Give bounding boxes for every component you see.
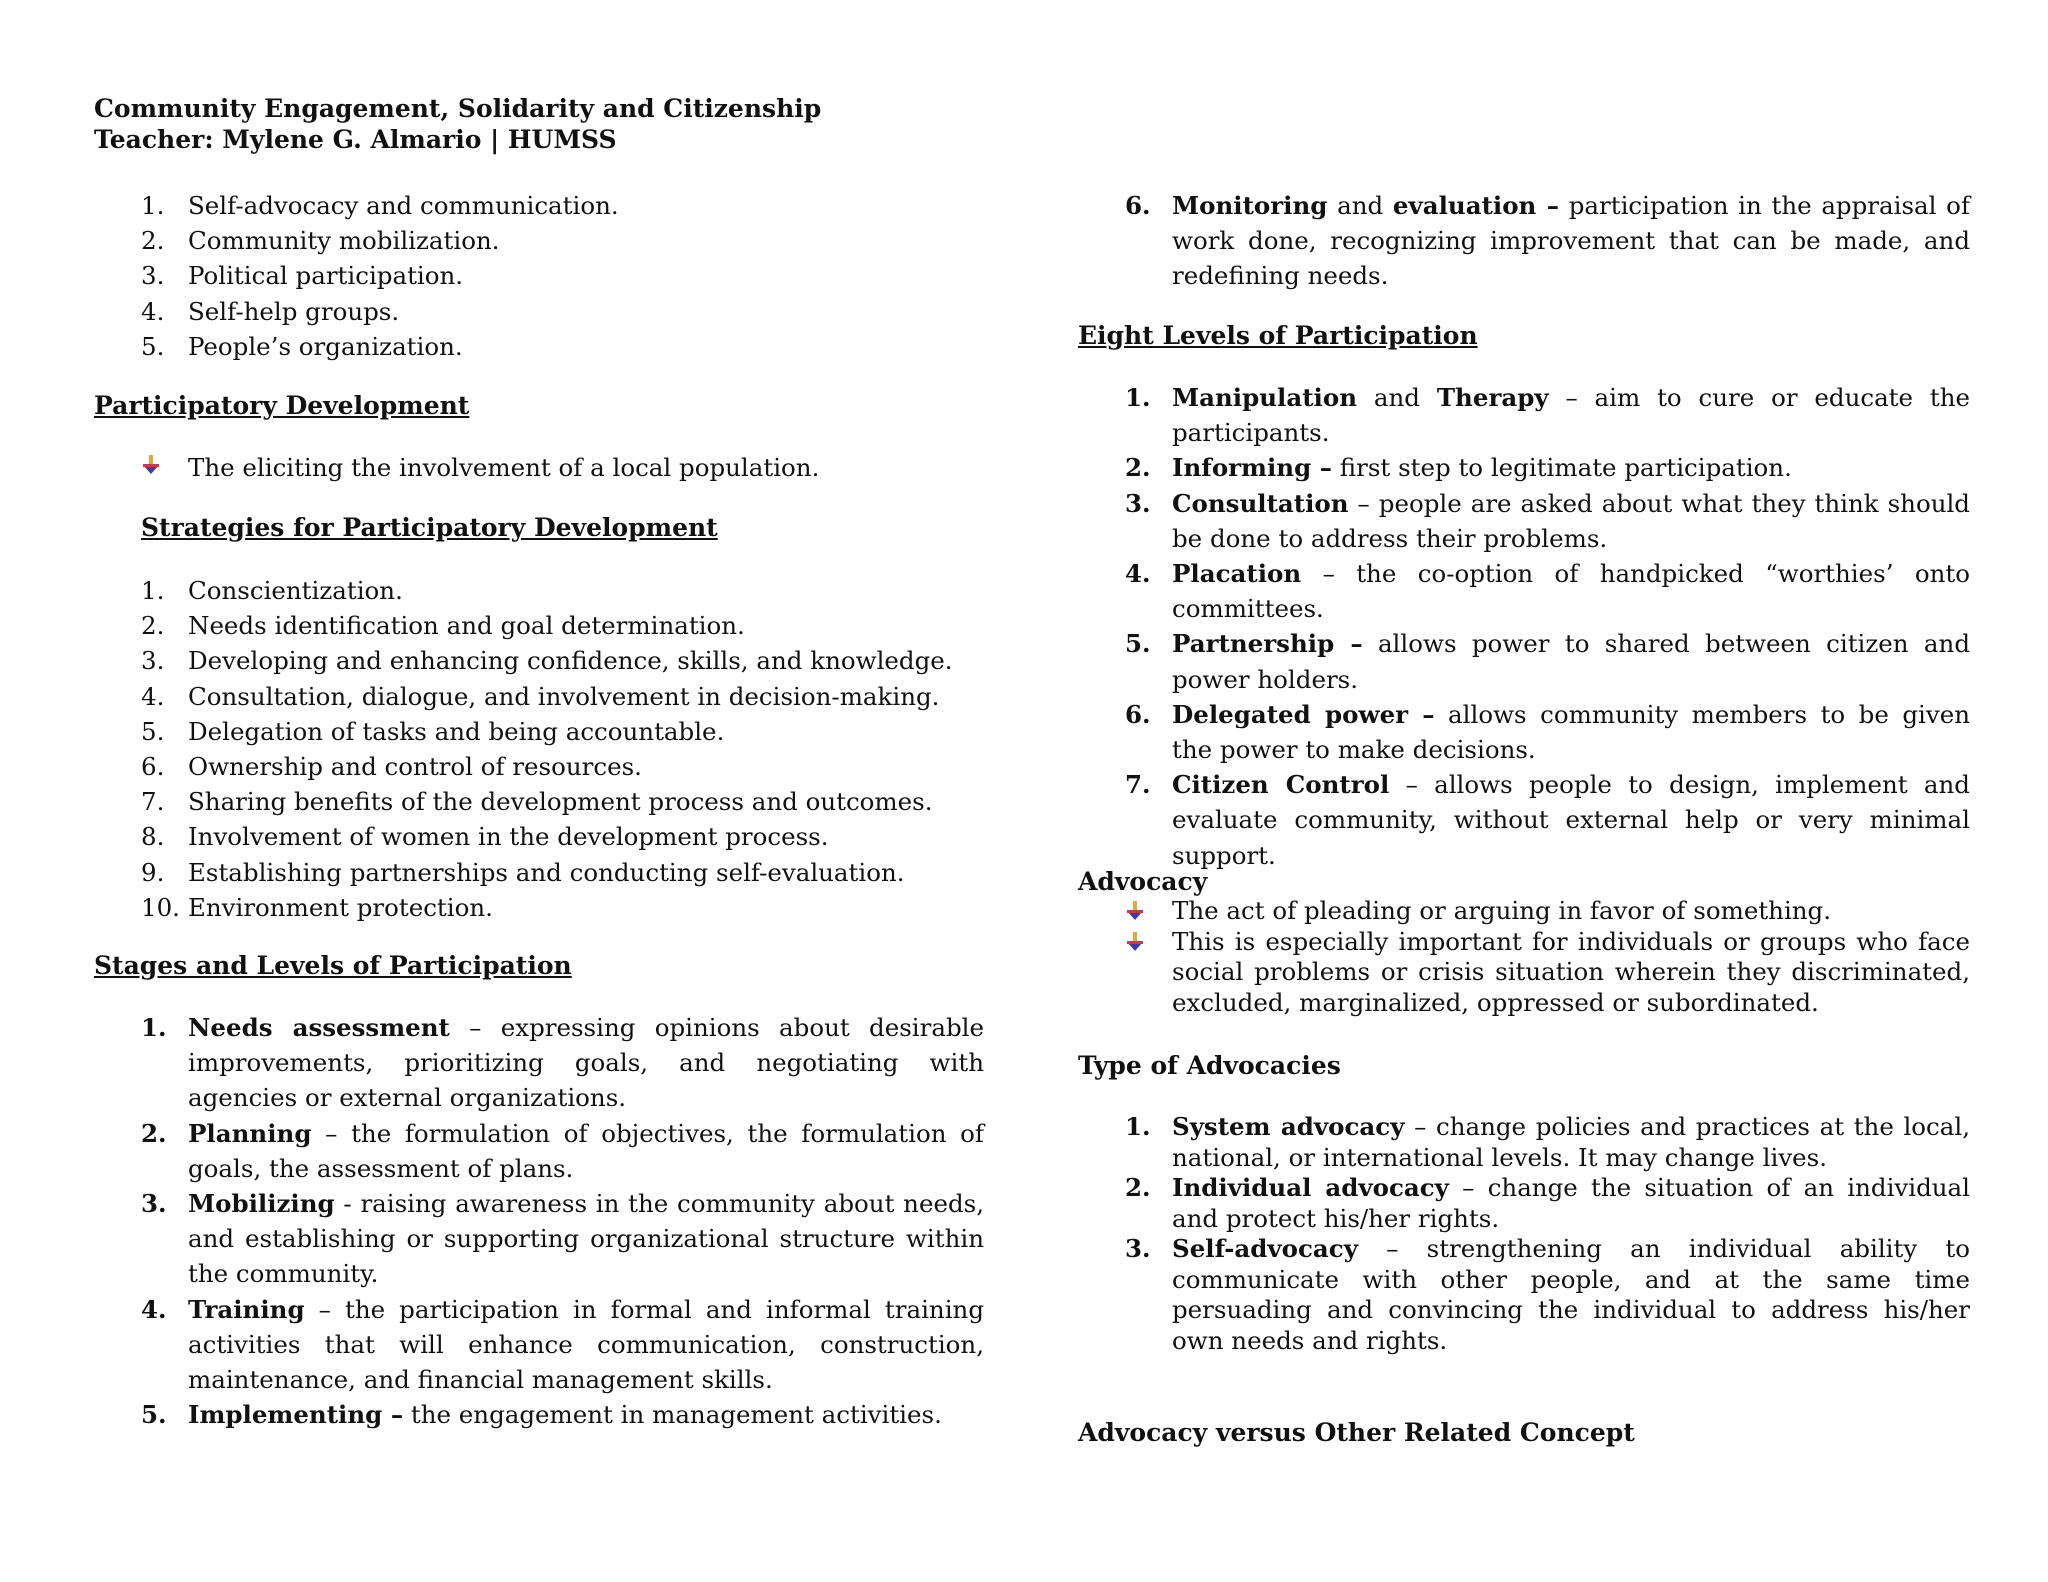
list-item: 2. Informing – first step to legitimate participation.	[1125, 453, 1792, 483]
list-item: The act of pleading or arguing in favor of something.	[1078, 896, 1970, 927]
participatory-bullets	[94, 450, 984, 485]
list-item: 4. Placation – the co-option of handpicked “worthies’ onto committees.	[1125, 559, 1970, 624]
types-list	[1078, 1112, 1970, 1356]
list-item: 5. People’s organization.	[141, 331, 463, 361]
participatory-development-title: Participatory Development	[94, 391, 470, 420]
list-item: 1. Manipulation and Therapy – aim to cure or educate the participants.	[1125, 383, 1970, 448]
list-item: 2. Individual advocacy – change the situation of an individual and protect his/her rights.	[1125, 1173, 1970, 1233]
list-item: 3. Consultation – people are asked about what they think should be done to address their problems.	[1125, 488, 1970, 553]
list-item: 6. Ownership and control of resources.	[141, 752, 642, 782]
advocacy-title: Advocacy	[1078, 867, 1208, 896]
stages-list-continued	[1078, 188, 1970, 294]
list-item: 8. Involvement of women in the development process.	[141, 822, 829, 852]
list-item: 5. Delegation of tasks and being accountable.	[141, 716, 725, 746]
list-item: 4. Consultation, dialogue, and involvement in decision-making.	[141, 681, 940, 711]
concept-title: Advocacy versus Other Related Concept	[1078, 1418, 1635, 1447]
list-item: This is especially important for individuals or groups who face social problems or crisis situation wherein they discriminated, excluded, marginalized, oppressed or subordinated.	[1078, 927, 1970, 1019]
types-title: Type of Advocacies	[1078, 1051, 1341, 1080]
list-item: 2. Community mobilization.	[141, 226, 500, 256]
eight-levels-list	[1078, 380, 1970, 873]
course-title: Community Engagement, Solidarity and Citizenship	[94, 94, 822, 123]
list-item: 1. Conscientization.	[141, 576, 403, 605]
list-item: 7. Citizen Control – allows people to design, implement and evaluate community, without external help or very minimal support.	[1125, 770, 1970, 870]
eight-levels-title: Eight Levels of Participation	[1078, 321, 1478, 350]
list-item: 1. Self-advocacy and communication.	[141, 191, 619, 220]
list-item: 4. Self-help groups.	[141, 296, 400, 326]
list-item: 6. Delegated power – allows community members to be given the power to make decisions.	[1125, 699, 1970, 765]
list-item: 3. Developing and enhancing confidence, skills, and knowledge.	[141, 646, 953, 676]
intro-list	[94, 188, 984, 364]
list-item: 1. Needs assessment – expressing opinions about desirable improvements, prioritizing goals, and negotiating with agencies or external organizations.	[141, 1013, 984, 1113]
arrow-down-bullet-icon	[141, 455, 161, 475]
list-item: 10. Environment protection.	[141, 892, 493, 922]
list-item: 5. Partnership – allows power to shared between citizen and power holders.	[1125, 629, 1971, 694]
stages-list	[94, 1010, 984, 1432]
list-item: 4. Training – the participation in formal and informal training activities that will enhance communication, construction, maintenance, and financial management skills.	[141, 1294, 984, 1395]
list-item: 9. Establishing partnerships and conducting self-evaluation.	[141, 857, 905, 887]
list-item: 3. Self-advocacy – strengthening an individual ability to communicate with other people, and at the same time persuading and convincing the individual to address his/her own needs and rights.	[1125, 1234, 1970, 1355]
list-item: 6. Monitoring and evaluation – participation in the appraisal of work done, recognizing improvement that can be made, and redefining needs.	[1125, 191, 1970, 291]
list-item: 2. Planning – the formulation of objectives, the formulation of goals, the assessment of plans.	[141, 1118, 984, 1183]
arrow-down-bullet-icon	[1125, 932, 1145, 952]
list-item: 3. Mobilizing - raising awareness in the community about needs, and establishing or supporting organizational structure within the community.	[141, 1189, 984, 1289]
list-item: 3. Political participation.	[141, 261, 464, 291]
stages-title: Stages and Levels of Participation	[94, 951, 572, 980]
teacher-line: Teacher: Mylene G. Almario | HUMSS	[94, 125, 617, 154]
arrow-down-bullet-icon	[1125, 901, 1145, 921]
strategies-list	[94, 573, 984, 925]
document-header	[94, 93, 821, 155]
list-item: 1. System advocacy – change policies and practices at the local, national, or international levels. It may change lives.	[1125, 1112, 1970, 1172]
list-item: The eliciting the involvement of a local population.	[94, 450, 984, 485]
list-item: 5. Implementing – the engagement in management activities.	[141, 1400, 942, 1430]
strategies-title: Strategies for Participatory Development	[141, 513, 718, 542]
list-item: 7. Sharing benefits of the development process and outcomes.	[141, 787, 933, 817]
list-item: 2. Needs identification and goal determination.	[141, 611, 745, 641]
advocacy-bullets	[1078, 896, 1970, 1018]
